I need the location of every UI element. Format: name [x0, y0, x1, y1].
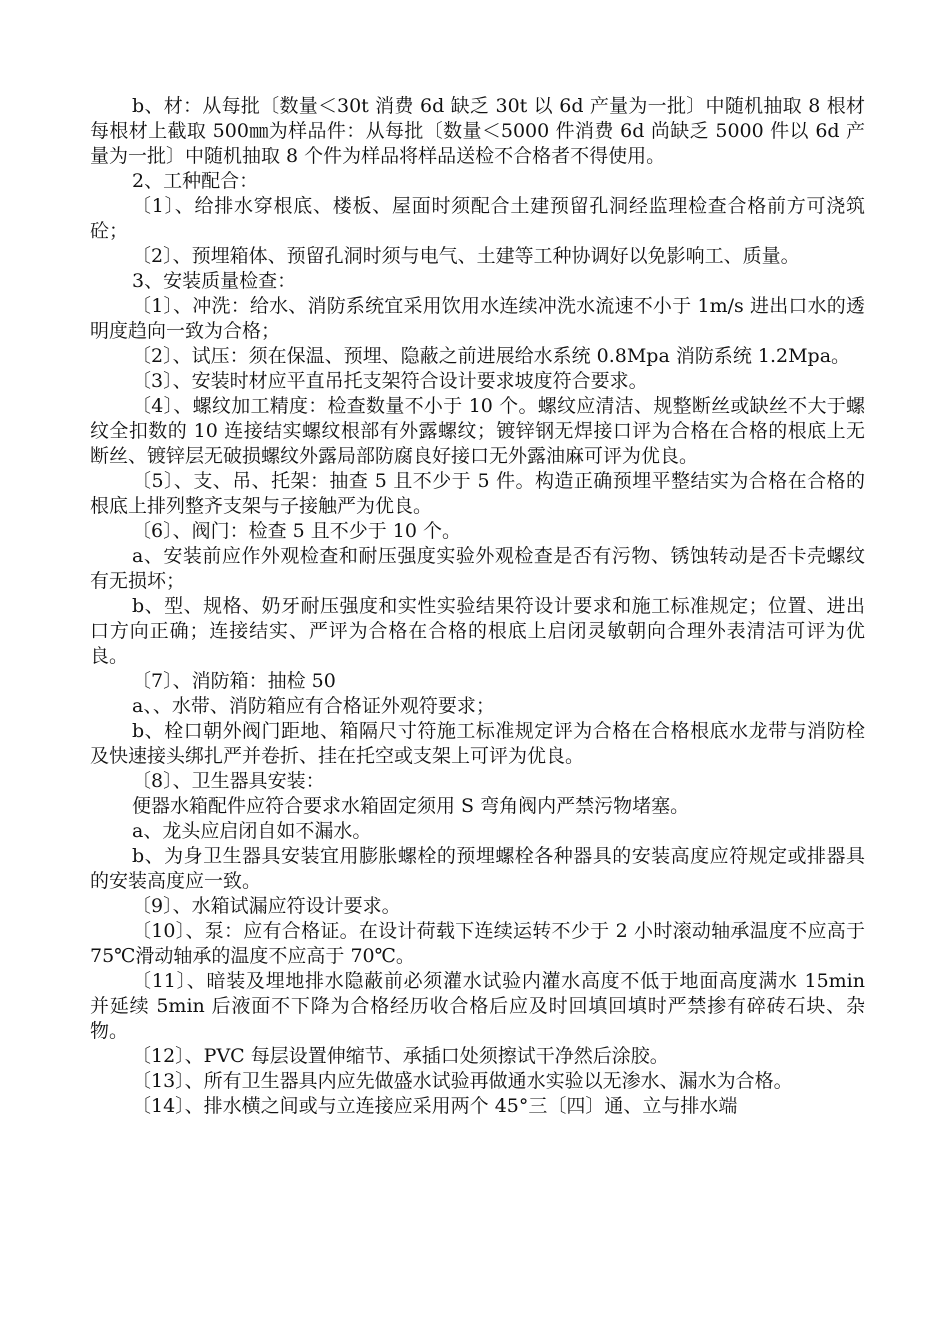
- paragraph-pvc: 〔12〕、PVC 每层设置伸缩节、承插口处须擦试干净然后涂胶。: [132, 1045, 669, 1067]
- paragraph-flushing: 〔1〕、冲洗：给水、消防系统宜采用饮用水连续冲洗水流速不小于 1m/s 进出口水的透明度趋向一致为合格；: [90, 295, 865, 342]
- paragraph-pump: 〔10〕、泵：应有合格证。在设计荷载下连续运转不少于 2 小时滚动轴承温度不应高于 75℃滑动轴承的温度不应高于 70℃。: [90, 920, 865, 967]
- paragraph-tank-leak-test: 〔9〕、水箱试漏应符设计要求。: [132, 895, 401, 917]
- heading-installation-quality-check: 3、安装质量检查：: [132, 270, 297, 292]
- document-page: [90, 94, 865, 1119]
- paragraph-coordination-2: 〔2〕、预埋箱体、预留孔洞时须与电气、土建等工种协调好以免影响工、质量。: [132, 245, 800, 267]
- paragraph-valves: 〔6〕、阀门：检查 5 且不少于 10 个。: [132, 520, 462, 542]
- paragraph-fixtures-b: b、为身卫生器具安装宜用膨胀螺栓的预埋螺栓各种器具的安装高度应符规定或排器具的安装高度应一致。: [90, 845, 865, 892]
- paragraph-coordination-1: 〔1〕、给排水穿根底、楼板、屋面时须配合土建预留孔洞经监理检查合格前方可浇筑砼；: [90, 195, 865, 242]
- paragraph-concealed-drainage: 〔11〕、暗装及埋地排水隐蔽前必须灌水试验内灌水高度不低于地面高度满水 15min 并延续 5min 后液面不下降为合格经历收合格后应及时回填回填时严禁掺有碎砖石块、杂物。: [90, 970, 865, 1042]
- heading-trade-coordination: 2、工种配合：: [132, 170, 259, 192]
- paragraph-fire-box-b: b、栓口朝外阀门距地、箱隔尺寸符施工标准规定评为合格在合格根底水龙带与消防栓及快速接头绑扎严并卷折、挂在托空或支架上可评为优良。: [90, 720, 865, 767]
- paragraph-fire-box-a: a、、水带、消防箱应有合格证外观符要求；: [132, 695, 495, 717]
- paragraph-valves-a: a、安装前应作外观检查和耐压强度实验外观检查是否有污物、锈蚀转动是否卡壳螺纹有无损坏；: [90, 545, 865, 592]
- paragraph-sanitary-fixtures: 〔8〕、卫生器具安装：: [132, 770, 325, 792]
- paragraph-material-sampling: b、材：从每批〔数量＜30t 消费 6d 缺乏 30t 以 6d 产量为一批〕中随机抽取 8 根材每根材上截取 500㎜为样品件：从每批〔数量＜5000 件消费 6d 尚缺乏 5000 件以 6d 产量为一批〕中随机抽取 8 个件为样品将样品送检不合格者不得使用。: [90, 95, 865, 167]
- paragraph-pressure-test: 〔2〕、试压：须在保温、预埋、隐蔽之前进展给水系统 0.8Mpa 消防系统 1.2Mpa。: [132, 345, 851, 367]
- paragraph-drain-connection: 〔14〕、排水横之间或与立连接应采用两个 45°三〔四〕通、立与排水端: [132, 1095, 738, 1117]
- paragraph-toilet-tank: 便器水箱配件应符合要求水箱固定须用 S 弯角阀内严禁污物堵塞。: [132, 795, 690, 817]
- paragraph-thread-precision: 〔4〕、螺纹加工精度：检查数量不小于 10 个。螺纹应清洁、规整断丝或缺丝不大于螺纹全扣数的 10 连接结实螺纹根部有外露螺纹；镀锌钢无焊接口评为合格在合格的根底上无断丝、镀锌层无破损螺纹外露局部防腐良好接口无外露油麻可评为优良。: [90, 395, 865, 467]
- paragraph-pipe-installation: 〔3〕、安装时材应平直吊托支架符合设计要求坡度符合要求。: [132, 370, 648, 392]
- paragraph-valves-b: b、型、规格、奶牙耐压强度和实性实验结果符设计要求和施工标准规定；位置、进出口方向正确；连接结实、严评为合格在合格的根底上启闭灵敏朝向合理外表清洁可评为优良。: [90, 595, 865, 667]
- paragraph-supports: 〔5〕、支、吊、托架：抽查 5 且不少于 5 件。构造正确预埋平整结实为合格在合格的根底上排列整齐支架与子接触严为优良。: [90, 470, 865, 517]
- paragraph-water-test: 〔13〕、所有卫生器具内应先做盛水试验再做通水实验以无渗水、漏水为合格。: [132, 1070, 793, 1092]
- paragraph-fire-box: 〔7〕、消防箱：抽检 50: [132, 670, 336, 692]
- paragraph-fixtures-a: a、龙头应启闭自如不漏水。: [132, 820, 372, 842]
